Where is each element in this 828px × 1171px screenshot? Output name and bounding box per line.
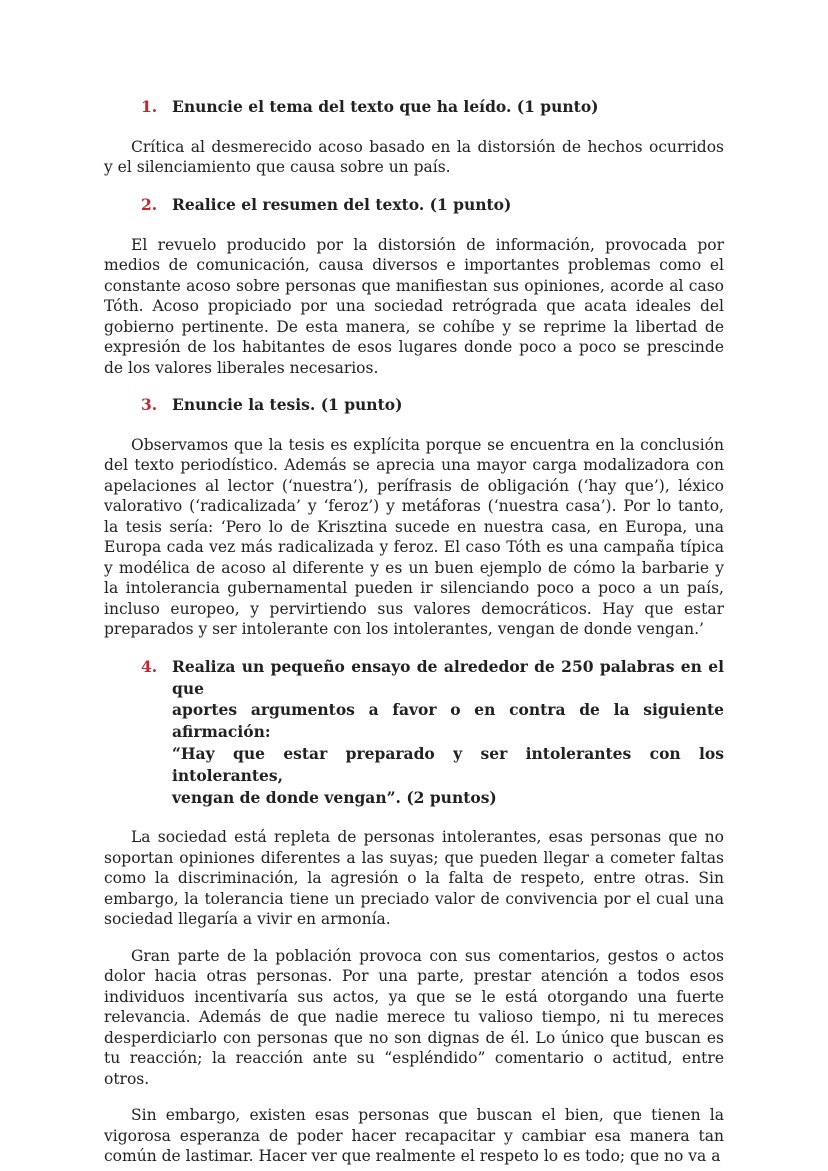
answer-paragraph [104, 137, 724, 178]
question-heading [141, 394, 724, 416]
answer-paragraph [104, 827, 724, 930]
answer-paragraph [104, 435, 724, 640]
body-line: Tóth. Acoso propiciado por una sociedad retrógrada que acata ideales del [104, 297, 724, 316]
body-line: embargo, la tolerancia tiene un preciado valor de convivencia por el cual una [104, 889, 724, 908]
question-heading-line: Realiza un pequeño ensayo de alrededor de 250 palabras en el que [172, 656, 724, 698]
body-line: Gran parte de la población provoca con sus comentarios, gestos o actos [131, 946, 724, 965]
question-heading-line: aportes argumentos a favor o en contra de la siguiente afirmación: [172, 700, 724, 742]
body-line: La sociedad está repleta de personas intolerantes, esas personas que no [131, 828, 724, 847]
body-line: gobierno pertinente. De esta manera, se cohíbe y se reprime la libertad de [104, 317, 724, 336]
body-line: tu reacción; la reacción ante su “espléndido” comentario o actitud, entre otros. [104, 1049, 724, 1088]
body-line: medios de comunicación, causa diversos e importantes problemas como el [104, 256, 724, 275]
body-line: vigorosa esperanza de poder hacer recapacitar y cambiar esa manera tan [104, 1126, 724, 1145]
body-line: como la discriminación, la agresión o la falta de respeto, entre otras. Sin [104, 869, 724, 888]
body-line: Crítica al desmerecido acoso basado en la distorsión de hechos ocurridos [131, 137, 724, 156]
question-heading [141, 96, 724, 118]
question-heading-text [172, 194, 724, 216]
body-line: preparados y ser intolerante con los intolerantes, vengan de donde vengan.’ [104, 620, 704, 639]
body-line: incluso europeo, y pervirtiendo sus valores democráticos. Hay que estar [104, 599, 724, 618]
body-line: desperdiciarlo con personas que no son dignas de él. Lo único que buscan es [104, 1028, 724, 1047]
body-line: común de lastimar. Hacer ver que realmente el respeto lo es todo; que no va a [104, 1147, 721, 1166]
question-section-2 [104, 194, 724, 378]
question-section-3 [104, 394, 724, 640]
body-line: y modélica de acoso al diferente y es un buen ejemplo de cómo la barbarie y [104, 558, 724, 577]
body-line: apelaciones al lector (‘nuestra’), perífrasis de obligación (‘hay que’), léxico [104, 476, 724, 495]
question-heading-line: Realice el resumen del texto. (1 punto) [172, 194, 512, 214]
body-line: expresión de los habitantes de esos lugares donde poco a poco se prescinde [104, 338, 724, 357]
body-line: Europa cada vez más radicalizada y feroz. El caso Tóth es una campaña típica [104, 538, 724, 557]
question-number: 3. [141, 395, 158, 415]
body-line: dolor hacia otras personas. Por una parte, prestar atención a todos esos [104, 967, 724, 986]
question-heading-line: Enuncie la tesis. (1 punto) [172, 395, 403, 415]
body-line: y el silenciamiento que causa sobre un país. [104, 158, 451, 177]
question-number: 2. [141, 194, 158, 214]
answer-paragraph [104, 1105, 724, 1167]
question-heading-line: vengan de donde vengan”. (2 puntos) [172, 787, 497, 807]
body-line: Sin embargo, existen esas personas que buscan el bien, que tienen la [131, 1106, 724, 1125]
question-section-1 [104, 96, 724, 178]
body-line: El revuelo producido por la distorsión de información, provocada por [131, 235, 724, 254]
body-line: de los valores liberales necesarios. [104, 358, 379, 377]
body-line: la intolerancia gubernamental pueden ir silenciando poco a poco a un país, [104, 579, 724, 598]
question-number: 4. [141, 656, 158, 676]
question-heading-line: Enuncie el tema del texto que ha leído. (1 punto) [172, 97, 599, 116]
answer-paragraph [104, 946, 724, 1090]
body-line: soportan opiniones diferentes a las suyas; que pueden llegar a cometer faltas [104, 848, 724, 867]
answer-paragraph [104, 235, 724, 379]
question-heading [141, 656, 724, 809]
question-heading-text [172, 96, 724, 118]
body-line: valorativo (‘radicalizada’ y ‘feroz’) y metáforas (‘nuestra casa’). Por lo tanto, [104, 497, 724, 516]
question-heading-line: “Hay que estar preparado y ser intolerantes con los intolerantes, [172, 744, 724, 785]
body-line: sociedad llegaría a vivir en armonía. [104, 910, 391, 929]
body-line: relevancia. Además de que nadie merece tu valioso tiempo, ni tu mereces [104, 1008, 724, 1027]
question-heading [141, 194, 724, 216]
body-line: constante acoso sobre personas que manifiestan sus opiniones, acorde al caso [104, 276, 724, 295]
body-line: individuos incentivaría sus actos, ya que se le está otorgando una fuerte [104, 987, 724, 1006]
body-line: del texto periodístico. Además se aprecia una mayor carga modalizadora con [104, 456, 724, 475]
body-line: la tesis sería: ‘Pero lo de Krisztina sucede en nuestra casa, en Europa, una [104, 517, 724, 536]
body-line: Observamos que la tesis es explícita porque se encuentra en la conclusión [131, 435, 724, 454]
question-number: 1. [141, 97, 158, 116]
question-section-4 [104, 656, 724, 1167]
question-heading-text [172, 394, 724, 416]
question-heading-text [172, 656, 724, 809]
